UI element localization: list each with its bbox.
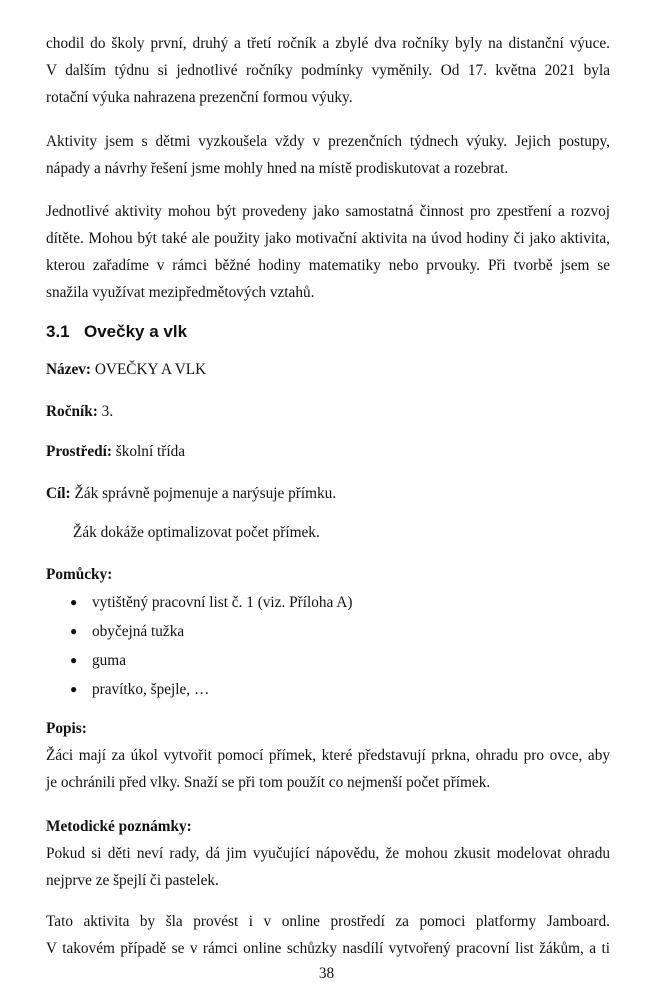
section-title: Ovečky a vlk (84, 322, 188, 341)
popis-paragraph (46, 742, 610, 796)
paragraph-rotation (46, 30, 610, 111)
text-line: nápady a návrhy řešení jsme mohly hned na místě prodiskutovat a rozebrat. (46, 160, 509, 177)
text-line: je ochránili před vlky. Snaží se při tom použít co nejmenší počet přímek. (46, 774, 491, 791)
pomucky-label: Pomůcky: (46, 566, 113, 583)
paragraph-online (46, 908, 610, 962)
field-rocnik (46, 403, 113, 421)
pomucky-list (46, 588, 352, 704)
text-line: V takovém případě se v rámci online schůzky nasdílí vytvořený pracovní list žákům, a ti (46, 940, 610, 957)
bullet-icon: ● (70, 653, 78, 667)
page-number: 38 (318, 965, 335, 982)
metodicke-paragraph (46, 840, 610, 894)
metodicke-label: Metodické poznámky: (46, 818, 192, 835)
text-line: snažila využívat mezipředmětových vztahů. (46, 284, 315, 301)
field-cil (46, 485, 336, 503)
list-item (46, 617, 352, 646)
field-cil-second-line: Žák dokáže optimalizovat počet přímek. (73, 524, 320, 541)
field-label: Cíl: (46, 485, 71, 502)
list-item-text: obyčejná tužka (92, 623, 185, 640)
field-value: OVEČKY A VLK (91, 361, 207, 378)
bullet-icon: ● (70, 624, 78, 638)
text-line: Žáci mají za úkol vytvořit pomocí přímek, které představují prkna, ohradu pro ovce, aby (46, 747, 610, 764)
text-line: kterou zařadíme v rámci běžné hodiny matematiky nebo prvouky. Při tvorbě jsem se (46, 257, 610, 274)
list-item-text: pravítko, špejle, … (92, 681, 210, 698)
section-heading (46, 322, 187, 342)
list-item-text: vytištěný pracovní list č. 1 (viz. Příloha A) (92, 594, 353, 611)
section-number: 3.1 (46, 322, 70, 341)
list-item (46, 646, 352, 675)
text-line: Tato aktivita by šla provést i v online prostředí za pomoci platformy Jamboard. (46, 913, 610, 930)
list-item (46, 675, 352, 704)
list-item-text: guma (92, 652, 126, 669)
list-item (46, 588, 352, 617)
text-line: chodil do školy první, druhý a třetí ročník a zbylé dva ročníky byly na distanční výuce. (46, 35, 610, 52)
bullet-icon: ● (70, 682, 78, 696)
text-line: Pokud si děti neví rady, dá jim vyučující nápovědu, že mohou zkusit modelovat ohradu (46, 845, 610, 862)
text-line: nejprve ze špejlí či pastelek. (46, 872, 219, 889)
field-label: Ročník: (46, 403, 98, 420)
paragraph-usage (46, 198, 610, 306)
text-line: V dalším týdnu si jednotlivé ročníky podmínky vyměnily. Od 17. května 2021 byla (46, 62, 610, 79)
paragraph-activities (46, 128, 610, 182)
field-prostredi (46, 443, 185, 461)
text-line: Aktivity jsem s dětmi vyzkoušela vždy v prezenčních týdnech výuky. Jejich postupy, (46, 133, 610, 150)
text-line: Jednotlivé aktivity mohou být provedeny jako samostatná činnost pro zpestření a rozvoj (46, 203, 610, 220)
field-label: Název: (46, 361, 92, 378)
field-value: školní třída (111, 443, 186, 460)
text-line: rotační výuka nahrazena prezenční formou výuky. (46, 89, 353, 106)
field-value: Žák správně pojmenuje a narýsuje přímku. (70, 485, 337, 502)
popis-label: Popis: (46, 720, 87, 737)
field-value: 3. (97, 403, 114, 420)
field-nazev (46, 361, 206, 379)
text-line: dítěte. Mohou být také ale použity jako motivační aktivita na úvod hodiny či jako aktivita, (46, 230, 610, 247)
bullet-icon: ● (70, 595, 78, 609)
field-label: Prostředí: (46, 443, 112, 460)
